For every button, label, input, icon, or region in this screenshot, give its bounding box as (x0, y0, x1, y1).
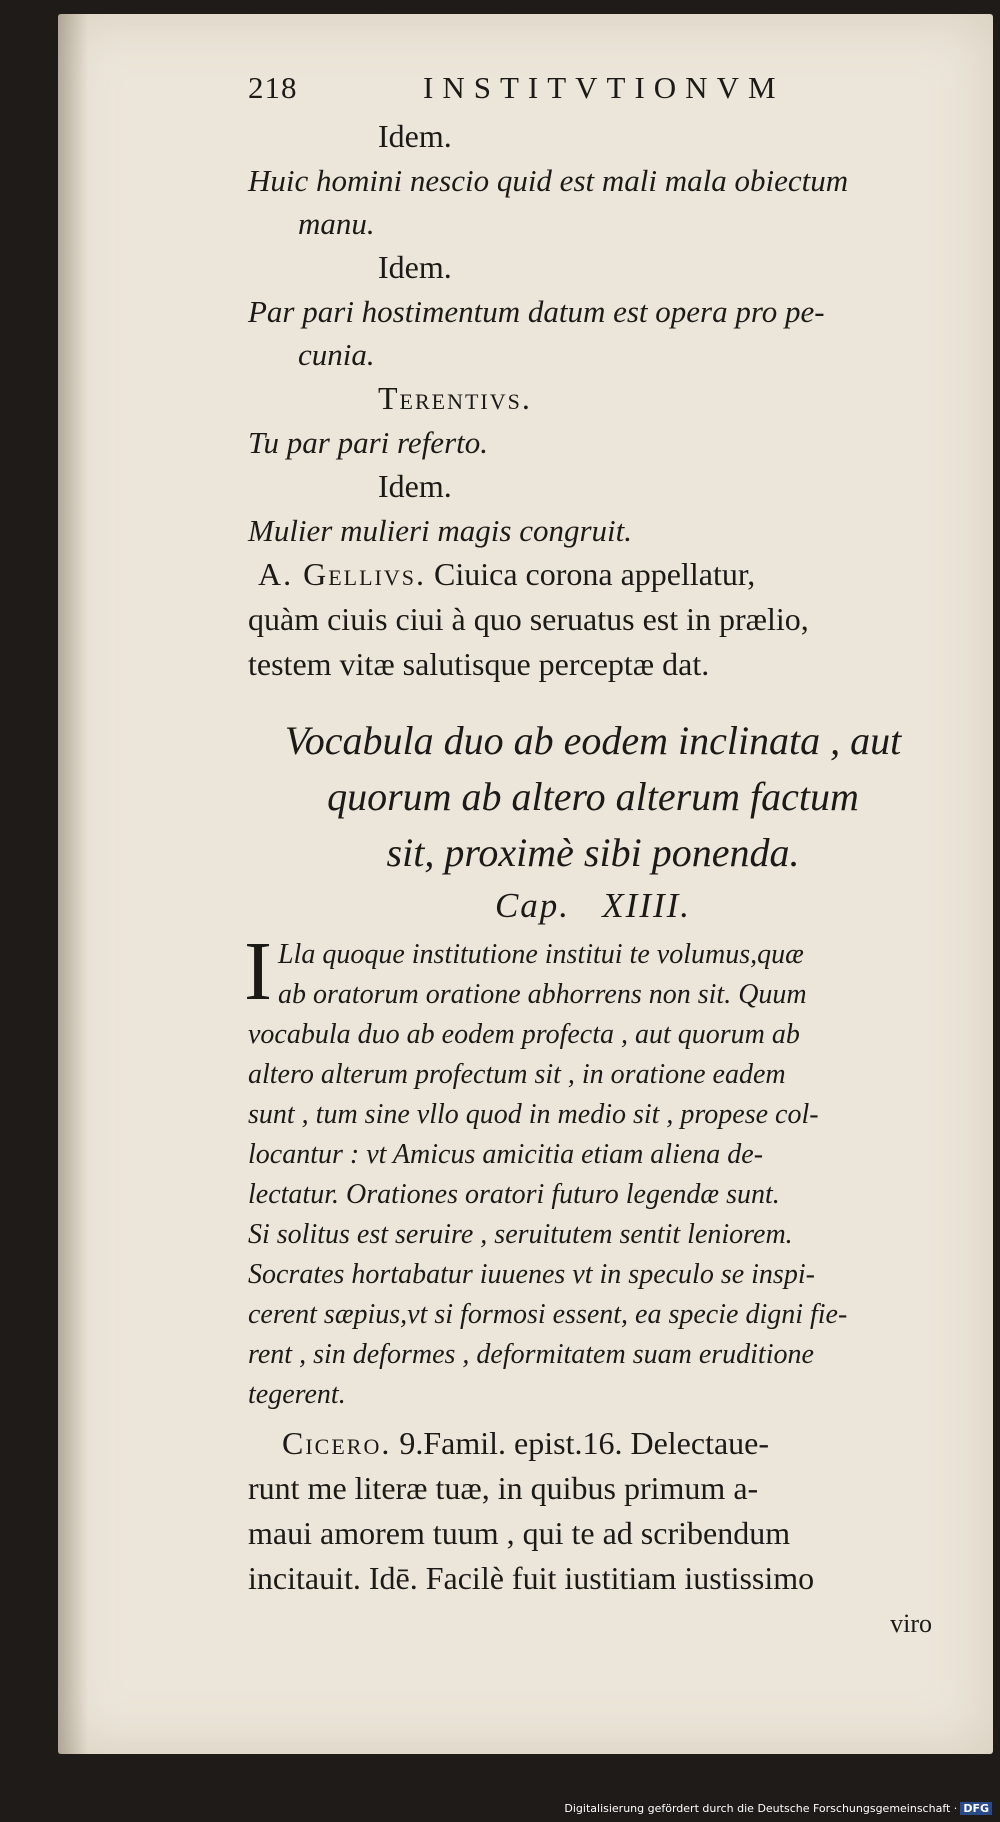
cicero-paragraph (248, 1421, 938, 1646)
heading-line: Vocabula duo ab eodem inclinata , aut (284, 718, 902, 763)
body-line: Lla quoque institutione institui te volumus,quæ (277, 939, 804, 970)
body-line: rent , sin deformes , deformitatem suam eruditione (248, 1339, 814, 1370)
speaker-label: Terentivs. (378, 380, 532, 416)
gellius-line: testem vitæ salutisque perceptæ dat. (248, 646, 710, 682)
body-line: Si solitus est seruire , seruitutem sentit leniorem. (248, 1219, 793, 1250)
body-line: vocabula duo ab eodem profecta , aut quorum ab (248, 1019, 800, 1050)
catchword: viro (890, 1609, 932, 1638)
quote-line: Mulier mulieri magis congruit. (248, 513, 633, 548)
body-line: locantur : vt Amicus amicitia etiam aliena de- (248, 1139, 764, 1170)
quote-line: cunia. (298, 337, 375, 372)
quote-line: manu. (298, 206, 375, 241)
gellius-author: A. Gellivs. (258, 556, 426, 592)
heading-line: sit, proximè sibi ponenda. (386, 830, 800, 875)
dfg-logo: DFG (960, 1802, 992, 1815)
cicero-author: Cicero. (282, 1425, 392, 1461)
speaker-label: Idem. (378, 468, 452, 504)
drop-cap: I (244, 925, 272, 1018)
digitization-credit (560, 1800, 996, 1818)
quote-line: Huic homini nescio quid est mali mala obiectum (248, 163, 849, 198)
cicero-line: maui amorem tuum , qui te ad scribendum (248, 1515, 791, 1551)
page-number: 218 (248, 70, 298, 105)
quote-line: Tu par pari referto. (248, 425, 488, 460)
cicero-text: 9.Famil. epist.16. Delectaue- (399, 1425, 770, 1461)
body-line: altero alterum profectum sit , in oratione eadem (248, 1059, 786, 1090)
chapter-heading (248, 713, 938, 881)
quote-line: Par pari hostimentum datum est opera pro pe- (248, 294, 825, 329)
cicero-line (248, 1421, 938, 1466)
gellius-line (248, 552, 938, 597)
gellius-line: quàm ciuis ciui à quo seruatus est in prælio, (248, 601, 809, 637)
cicero-line: runt me literæ tuæ, in quibus primum a- (248, 1470, 759, 1506)
running-header (248, 70, 938, 114)
speaker-label: Idem. (378, 249, 452, 285)
chapter-body (244, 925, 938, 1415)
body-line: ab oratorum oratione abhorrens non sit. Quum (277, 979, 807, 1010)
heading-line: quorum ab altero alterum factum (327, 774, 859, 819)
speaker-label: Idem. (378, 118, 452, 154)
gellius-paragraph (248, 552, 938, 687)
gutter-shadow (58, 14, 88, 1754)
page-text (244, 70, 938, 1646)
body-line: tegerent. (248, 1379, 346, 1410)
credit-text: Digitalisierung gefördert durch die Deutsche Forschungsgemeinschaft · (564, 1802, 958, 1815)
body-line: sunt , tum sine vllo quod in medio sit , propese col- (248, 1099, 819, 1130)
body-line: lectatur. Orationes oratori futuro legendæ sunt. (248, 1179, 780, 1210)
body-line: Socrates hortabatur iuuenes vt in speculo se inspi- (248, 1259, 815, 1290)
cicero-line: incitauit. Idē. Facilè fuit iustitiam iustissimo (248, 1560, 815, 1596)
gellius-text: Ciuica corona appellatur, (433, 556, 756, 592)
running-title: INSTITVTIONVM (423, 70, 785, 105)
body-line: cerent sæpius,vt si formosi essent, ea specie digni fie- (248, 1299, 848, 1330)
quotes-section (248, 114, 938, 552)
chapter-number: Cap. XIIII. (494, 886, 692, 925)
